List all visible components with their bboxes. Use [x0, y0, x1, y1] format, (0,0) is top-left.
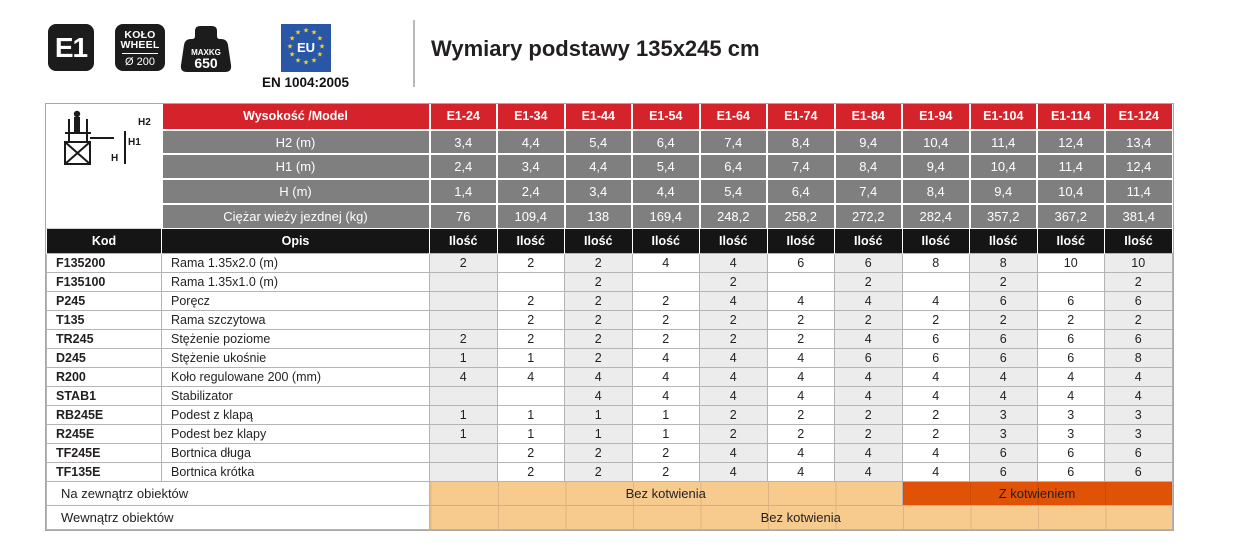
model-column-header: E1-114	[1037, 104, 1105, 130]
anchoring-row	[47, 482, 1173, 506]
part-qty	[632, 273, 700, 292]
part-qty: 2	[700, 425, 768, 444]
max-load-value: 650	[194, 55, 218, 71]
spec-value: 3,4	[497, 154, 565, 179]
part-qty: 2	[565, 349, 633, 368]
part-qty: 4	[1037, 368, 1105, 387]
part-description: Stężenie poziome	[162, 330, 430, 349]
part-code: TF135E	[47, 463, 162, 482]
part-qty: 6	[970, 330, 1038, 349]
spec-row-label: Ciężar wieży jezdnej (kg)	[162, 204, 430, 229]
part-row	[47, 311, 1173, 330]
spec-value: 5,4	[700, 179, 768, 204]
certification-badges	[48, 24, 349, 90]
eu-star-icon: ★	[316, 50, 323, 59]
part-row	[47, 292, 1173, 311]
part-qty: 2	[1037, 311, 1105, 330]
part-qty: 2	[767, 330, 835, 349]
part-row	[47, 387, 1173, 406]
part-qty: 4	[1105, 368, 1173, 387]
spec-value: 6,4	[767, 179, 835, 204]
wheel-diameter-label: Ø 200	[125, 56, 155, 68]
part-row	[47, 463, 1173, 482]
eu-star-icon: ★	[316, 34, 323, 43]
spec-value: 9,4	[835, 130, 903, 155]
part-qty: 3	[1037, 406, 1105, 425]
part-qty	[430, 387, 498, 406]
page-header	[0, 0, 1242, 100]
spec-value: 357,2	[970, 204, 1038, 229]
part-qty: 2	[632, 311, 700, 330]
part-qty: 1	[430, 406, 498, 425]
eu-star-icon: ★	[310, 28, 317, 37]
spec-value: 5,4	[565, 130, 633, 155]
part-qty: 4	[767, 444, 835, 463]
part-code: TR245	[47, 330, 162, 349]
eu-star-icon: ★	[294, 28, 301, 37]
part-qty: 6	[902, 349, 970, 368]
part-qty: 4	[1105, 387, 1173, 406]
model-column-header: E1-24	[430, 104, 498, 130]
anchoring-row	[47, 506, 1173, 530]
spec-row-label: H (m)	[162, 179, 430, 204]
part-qty: 3	[970, 425, 1038, 444]
part-qty: 4	[902, 463, 970, 482]
part-qty: 4	[632, 368, 700, 387]
part-qty: 10	[1105, 254, 1173, 273]
part-qty: 2	[632, 444, 700, 463]
part-qty: 1	[497, 349, 565, 368]
part-qty: 2	[565, 273, 633, 292]
part-code: F135100	[47, 273, 162, 292]
tower-diagram-cell	[47, 104, 162, 229]
part-qty: 4	[835, 292, 903, 311]
part-row	[47, 254, 1173, 273]
kod-column-header: Kod	[47, 229, 162, 254]
part-description: Rama 1.35x2.0 (m)	[162, 254, 430, 273]
part-qty: 4	[767, 349, 835, 368]
anchoring-band: Z kotwieniem	[902, 482, 1172, 506]
part-qty: 6	[1037, 463, 1105, 482]
part-qty: 4	[835, 444, 903, 463]
part-qty	[430, 292, 498, 311]
part-qty: 4	[632, 349, 700, 368]
spec-row	[47, 154, 1173, 179]
spec-value: 6,4	[700, 154, 768, 179]
eu-star-icon: ★	[286, 42, 293, 51]
qty-column-header: Ilość	[1037, 229, 1105, 254]
model-column-header: E1-54	[632, 104, 700, 130]
part-qty: 2	[497, 292, 565, 311]
part-code: RB245E	[47, 406, 162, 425]
qty-column-header: Ilość	[430, 229, 498, 254]
spec-value: 9,4	[902, 154, 970, 179]
diagram-label-h1: H1	[127, 137, 141, 148]
spec-table	[46, 104, 1173, 530]
part-qty: 2	[497, 444, 565, 463]
spec-row-label: H2 (m)	[162, 130, 430, 155]
model-column-header: E1-34	[497, 104, 565, 130]
eu-star-icon: ★	[310, 56, 317, 65]
part-qty: 2	[970, 273, 1038, 292]
spec-value: 10,4	[902, 130, 970, 155]
part-qty: 4	[632, 387, 700, 406]
part-qty: 2	[565, 311, 633, 330]
part-qty: 4	[767, 368, 835, 387]
model-header-row	[47, 104, 1173, 130]
part-qty: 4	[700, 349, 768, 368]
subheader-row	[47, 229, 1173, 254]
spec-value: 3,4	[430, 130, 498, 155]
qty-column-header: Ilość	[767, 229, 835, 254]
part-qty: 4	[835, 368, 903, 387]
part-qty: 4	[565, 387, 633, 406]
eu-star-icon: ★	[302, 26, 309, 35]
part-qty: 3	[1037, 425, 1105, 444]
spec-value: 248,2	[700, 204, 768, 229]
part-qty: 2	[497, 254, 565, 273]
part-code: STAB1	[47, 387, 162, 406]
part-qty: 6	[767, 254, 835, 273]
spec-value: 12,4	[1037, 130, 1105, 155]
part-qty	[430, 273, 498, 292]
spec-value: 109,4	[497, 204, 565, 229]
model-header-label: Wysokość /Model	[162, 104, 430, 130]
spec-table-frame	[45, 103, 1174, 531]
part-qty: 6	[1105, 444, 1173, 463]
qty-column-header: Ilość	[565, 229, 633, 254]
part-row	[47, 330, 1173, 349]
part-row	[47, 425, 1173, 444]
spec-value: 272,2	[835, 204, 903, 229]
qty-column-header: Ilość	[1105, 229, 1173, 254]
spec-value: 10,4	[970, 154, 1038, 179]
part-qty: 4	[700, 368, 768, 387]
part-qty: 4	[767, 463, 835, 482]
part-qty: 4	[835, 387, 903, 406]
part-qty: 4	[497, 368, 565, 387]
part-qty: 6	[1037, 330, 1105, 349]
qty-column-header: Ilość	[632, 229, 700, 254]
model-column-header: E1-64	[700, 104, 768, 130]
spec-value: 8,4	[835, 154, 903, 179]
spec-row	[47, 130, 1173, 155]
part-qty: 1	[565, 425, 633, 444]
wheel-badge-divider	[122, 53, 158, 54]
spec-value: 169,4	[632, 204, 700, 229]
part-qty	[430, 311, 498, 330]
part-qty: 2	[767, 311, 835, 330]
spec-value: 4,4	[565, 154, 633, 179]
part-qty: 1	[497, 406, 565, 425]
part-qty: 2	[970, 311, 1038, 330]
spec-value: 6,4	[632, 130, 700, 155]
spec-value: 11,4	[1037, 154, 1105, 179]
eu-star-icon: ★	[302, 58, 309, 67]
spec-value: 258,2	[767, 204, 835, 229]
part-qty: 2	[835, 311, 903, 330]
part-code: D245	[47, 349, 162, 368]
part-qty: 6	[1105, 292, 1173, 311]
spec-value: 2,4	[430, 154, 498, 179]
part-qty: 6	[835, 349, 903, 368]
part-qty: 2	[565, 292, 633, 311]
spec-value: 7,4	[835, 179, 903, 204]
part-row	[47, 406, 1173, 425]
spec-value: 4,4	[497, 130, 565, 155]
part-qty	[430, 463, 498, 482]
model-column-header: E1-44	[565, 104, 633, 130]
series-badge-label: E1	[54, 31, 88, 63]
part-row	[47, 349, 1173, 368]
part-qty: 2	[632, 292, 700, 311]
model-column-header: E1-124	[1105, 104, 1173, 130]
part-qty: 2	[497, 330, 565, 349]
part-qty	[430, 444, 498, 463]
part-row	[47, 368, 1173, 387]
eu-flag-icon	[281, 24, 331, 72]
part-qty: 4	[970, 387, 1038, 406]
spec-row	[47, 204, 1173, 229]
wheel-badge-line2: WHEEL	[120, 39, 160, 51]
part-qty: 2	[700, 330, 768, 349]
part-qty: 2	[565, 330, 633, 349]
part-qty: 1	[430, 349, 498, 368]
qty-column-header: Ilość	[700, 229, 768, 254]
part-qty: 4	[700, 463, 768, 482]
part-qty: 2	[700, 406, 768, 425]
part-code: R245E	[47, 425, 162, 444]
part-qty: 6	[1037, 292, 1105, 311]
part-qty: 4	[767, 292, 835, 311]
part-code: F135200	[47, 254, 162, 273]
part-qty: 2	[835, 425, 903, 444]
part-qty: 2	[632, 463, 700, 482]
part-qty: 2	[497, 311, 565, 330]
part-qty: 4	[835, 463, 903, 482]
diagram-label-h2: H2	[137, 117, 151, 128]
part-code: R200	[47, 368, 162, 387]
model-column-header: E1-104	[970, 104, 1038, 130]
spec-value: 11,4	[970, 130, 1038, 155]
part-qty: 4	[767, 387, 835, 406]
part-description: Poręcz	[162, 292, 430, 311]
qty-column-header: Ilość	[835, 229, 903, 254]
qty-column-header: Ilość	[902, 229, 970, 254]
part-qty: 2	[430, 254, 498, 273]
spec-value: 381,4	[1105, 204, 1173, 229]
spec-value: 7,4	[700, 130, 768, 155]
anchoring-row-label: Wewnątrz obiektów	[47, 506, 430, 530]
part-description: Koło regulowane 200 (mm)	[162, 368, 430, 387]
part-qty: 4	[700, 444, 768, 463]
eu-star-icon: ★	[318, 42, 325, 51]
part-qty: 4	[835, 330, 903, 349]
part-description: Podest bez klapy	[162, 425, 430, 444]
part-qty: 6	[1105, 330, 1173, 349]
part-qty: 2	[632, 330, 700, 349]
spec-row-label: H1 (m)	[162, 154, 430, 179]
page-title: Wymiary podstawy 135x245 cm	[431, 36, 760, 61]
part-qty: 2	[700, 273, 768, 292]
part-qty: 1	[497, 425, 565, 444]
part-row	[47, 444, 1173, 463]
opis-column-header: Opis	[162, 229, 430, 254]
anchoring-band: Bez kotwienia	[430, 482, 903, 506]
part-qty: 6	[902, 330, 970, 349]
eu-label: EU	[296, 40, 315, 55]
part-qty: 6	[970, 349, 1038, 368]
part-row	[47, 273, 1173, 292]
part-qty: 8	[1105, 349, 1173, 368]
part-description: Bortnica długa	[162, 444, 430, 463]
wheel-badge-line1: KOŁO	[124, 29, 156, 41]
part-qty: 8	[902, 254, 970, 273]
spec-value: 367,2	[1037, 204, 1105, 229]
part-description: Stabilizator	[162, 387, 430, 406]
part-qty: 2	[430, 330, 498, 349]
part-qty: 10	[1037, 254, 1105, 273]
spec-value: 7,4	[767, 154, 835, 179]
part-qty: 6	[970, 444, 1038, 463]
anchoring-band: Bez kotwienia	[430, 506, 1173, 530]
spec-value: 3,4	[565, 179, 633, 204]
eu-star-icon: ★	[288, 50, 295, 59]
part-qty: 2	[1105, 311, 1173, 330]
part-description: Bortnica krótka	[162, 463, 430, 482]
spec-value: 138	[565, 204, 633, 229]
part-qty: 8	[970, 254, 1038, 273]
part-qty: 3	[1105, 425, 1173, 444]
part-qty: 2	[767, 406, 835, 425]
part-qty: 1	[632, 425, 700, 444]
spec-value: 5,4	[632, 154, 700, 179]
spec-value: 1,4	[430, 179, 498, 204]
header-divider	[413, 20, 415, 87]
part-qty: 2	[902, 311, 970, 330]
part-qty: 2	[835, 273, 903, 292]
anchoring-row-label: Na zewnątrz obiektów	[47, 482, 430, 506]
eu-star-icon: ★	[294, 56, 301, 65]
eu-certification	[262, 24, 349, 90]
part-qty: 4	[700, 254, 768, 273]
spec-value: 8,4	[767, 130, 835, 155]
tower-diagram	[47, 104, 160, 223]
part-qty: 4	[700, 292, 768, 311]
norm-caption: EN 1004:2005	[262, 75, 350, 90]
part-qty	[497, 273, 565, 292]
weight-icon	[180, 25, 232, 72]
part-qty: 3	[970, 406, 1038, 425]
part-qty: 4	[1037, 387, 1105, 406]
part-qty: 6	[1105, 463, 1173, 482]
max-load-badge	[180, 25, 232, 72]
spec-value: 76	[430, 204, 498, 229]
spec-value: 13,4	[1105, 130, 1173, 155]
part-qty: 2	[1105, 273, 1173, 292]
model-column-header: E1-94	[902, 104, 970, 130]
part-qty: 2	[565, 463, 633, 482]
part-qty: 4	[902, 368, 970, 387]
part-qty: 1	[430, 425, 498, 444]
spec-value: 11,4	[1105, 179, 1173, 204]
part-qty: 2	[902, 425, 970, 444]
part-description: Rama szczytowa	[162, 311, 430, 330]
part-qty: 4	[902, 444, 970, 463]
spec-value: 2,4	[497, 179, 565, 204]
part-qty: 6	[970, 463, 1038, 482]
part-qty: 4	[430, 368, 498, 387]
part-qty: 2	[902, 406, 970, 425]
part-qty: 6	[1037, 444, 1105, 463]
part-qty: 3	[1105, 406, 1173, 425]
part-description: Stężenie ukośnie	[162, 349, 430, 368]
part-qty	[767, 273, 835, 292]
qty-column-header: Ilość	[970, 229, 1038, 254]
spec-value: 8,4	[902, 179, 970, 204]
part-qty: 2	[497, 463, 565, 482]
wheel-badge	[115, 24, 165, 71]
part-qty: 2	[767, 425, 835, 444]
part-code: P245	[47, 292, 162, 311]
part-code: TF245E	[47, 444, 162, 463]
series-badge	[48, 24, 94, 71]
qty-column-header: Ilość	[497, 229, 565, 254]
part-qty: 4	[902, 292, 970, 311]
part-qty: 2	[700, 311, 768, 330]
spec-row	[47, 179, 1173, 204]
spec-value: 282,4	[902, 204, 970, 229]
part-qty: 4	[632, 254, 700, 273]
part-qty: 1	[565, 406, 633, 425]
spec-value: 12,4	[1105, 154, 1173, 179]
diagram-label-h: H	[110, 153, 118, 164]
model-column-header: E1-74	[767, 104, 835, 130]
part-qty: 2	[565, 254, 633, 273]
part-qty: 4	[970, 368, 1038, 387]
max-load-label: MAXKG	[191, 48, 221, 57]
spec-value: 9,4	[970, 179, 1038, 204]
spec-value: 4,4	[632, 179, 700, 204]
part-qty: 6	[1037, 349, 1105, 368]
part-code: T135	[47, 311, 162, 330]
person-icon	[73, 111, 79, 117]
part-qty: 1	[632, 406, 700, 425]
part-qty: 4	[565, 368, 633, 387]
part-qty	[1037, 273, 1105, 292]
part-qty	[497, 387, 565, 406]
part-qty: 6	[835, 254, 903, 273]
part-description: Rama 1.35x1.0 (m)	[162, 273, 430, 292]
part-qty	[902, 273, 970, 292]
part-qty: 4	[700, 387, 768, 406]
part-qty: 6	[970, 292, 1038, 311]
model-column-header: E1-84	[835, 104, 903, 130]
part-description: Podest z klapą	[162, 406, 430, 425]
part-qty: 4	[902, 387, 970, 406]
part-qty: 2	[565, 444, 633, 463]
part-qty: 2	[835, 406, 903, 425]
spec-value: 10,4	[1037, 179, 1105, 204]
eu-star-icon: ★	[288, 34, 295, 43]
